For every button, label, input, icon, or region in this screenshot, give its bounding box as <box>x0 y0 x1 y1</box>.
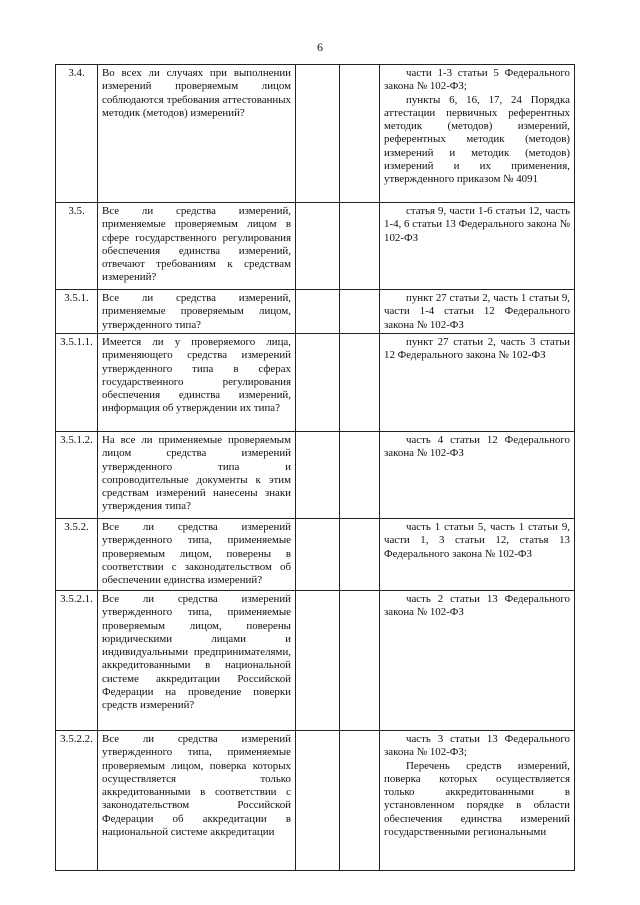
question-text: Во всех ли случаях при выполнении измерений проверяемым лицом соблюдаются требования аттестованных методик (методов) измерений? <box>98 65 296 203</box>
question-text: Все ли средства измерений утвержденного типа, применяемые проверяемым лицом, поверены в соответствии с законодательством об обеспечении единства измерений? <box>98 519 296 591</box>
answer-cell <box>340 290 380 334</box>
answer-cell <box>296 519 340 591</box>
answer-cell <box>296 432 340 519</box>
answer-cell <box>340 334 380 432</box>
answer-cell <box>296 290 340 334</box>
legal-basis-text: часть 2 статьи 13 Федерального закона № 102-ФЗ <box>384 593 570 619</box>
answer-cell <box>296 203 340 290</box>
legal-basis-text: части 1-3 статьи 5 Федерального закона № 102-ФЗ; <box>384 67 570 93</box>
question-text: Все ли средства измерений, применяемые проверяемым лицом, утвержденного типа? <box>98 290 296 334</box>
legal-basis <box>380 65 575 203</box>
legal-basis-text: часть 3 статьи 13 Федерального закона № 102-ФЗ; <box>384 733 570 759</box>
question-text: Все ли средства измерений, применяемые проверяемым лицом в сфере государственного регулирования обеспечения единства измерений, отвечают требованиям к средствам измерений? <box>98 203 296 290</box>
legal-basis <box>380 203 575 290</box>
legal-basis <box>380 334 575 432</box>
table-row <box>56 731 575 871</box>
table-row <box>56 203 575 290</box>
row-number: 3.5. <box>56 203 98 290</box>
row-number: 3.5.2.2. <box>56 731 98 871</box>
answer-cell <box>296 65 340 203</box>
page-number: 6 <box>317 40 323 54</box>
checklist-table <box>55 64 575 871</box>
answer-cell <box>296 334 340 432</box>
legal-basis <box>380 591 575 731</box>
legal-basis <box>380 731 575 871</box>
table-row <box>56 290 575 334</box>
legal-basis-text: часть 1 статьи 5, часть 1 статьи 9, части 1, 3 статьи 12, статья 13 Федерального закона № 102-ФЗ <box>384 521 570 560</box>
row-number: 3.5.1.1. <box>56 334 98 432</box>
legal-basis-text: пункт 27 статьи 2, часть 3 статьи 12 Федерального закона № 102-ФЗ <box>384 336 570 362</box>
answer-cell <box>340 65 380 203</box>
answer-cell <box>340 591 380 731</box>
table-row <box>56 519 575 591</box>
question-text: На все ли применяемые проверяемым лицом средства измерений утвержденного типа и сопроводительные документы к этим средствам измерений нанесены знаки утверждения типа? <box>98 432 296 519</box>
legal-basis-text: Перечень средств измерений, поверка которых осуществляется только аккредитованными в установленном порядке в области обеспечения единства измерений государственными региональными <box>384 759 570 839</box>
table-row <box>56 432 575 519</box>
legal-basis-text: часть 4 статьи 12 Федерального закона № 102-ФЗ <box>384 434 570 460</box>
question-text: Все ли средства измерений утвержденного типа, применяемые проверяемым лицом, поверка которых осуществляется только аккредитованными в соответствии с законодательством Российской Федерации об аккредитации в национальной системе аккредитации <box>98 731 296 871</box>
table-row <box>56 334 575 432</box>
answer-cell <box>296 731 340 871</box>
answer-cell <box>340 519 380 591</box>
table-row <box>56 65 575 203</box>
table-row <box>56 591 575 731</box>
answer-cell <box>296 591 340 731</box>
legal-basis-text: пункты 6, 16, 17, 24 Порядка аттестации первичных референтных методик (методов) измерений, референтных методик (методов) измерений и методик (методов) измерений и их применения, утвержденного приказом № 4091 <box>384 93 570 186</box>
question-text: Все ли средства измерений утвержденного типа, применяемые проверяемым лицом, поверены юридическими лицами и индивидуальными предпринимателями, аккредитованными в национальной системе аккредитации Российской Федерации на проведение поверки средств измерений? <box>98 591 296 731</box>
row-number: 3.5.1.2. <box>56 432 98 519</box>
row-number: 3.5.2.1. <box>56 591 98 731</box>
row-number: 3.5.1. <box>56 290 98 334</box>
row-number: 3.5.2. <box>56 519 98 591</box>
legal-basis <box>380 519 575 591</box>
legal-basis-text: статья 9, части 1-6 статьи 12, часть 1-4, 6 статьи 13 Федерального закона № 102-ФЗ <box>384 205 570 244</box>
row-number: 3.4. <box>56 65 98 203</box>
answer-cell <box>340 203 380 290</box>
legal-basis-text: пункт 27 статьи 2, часть 1 статьи 9, части 1-4 статьи 12 Федерального закона № 102-ФЗ <box>384 292 570 331</box>
question-text: Имеется ли у проверяемого лица, применяющего средства измерений утвержденного типа в сферах государственного регулирования обеспечения единства измерений, информация об утверждении их типа? <box>98 334 296 432</box>
answer-cell <box>340 432 380 519</box>
legal-basis <box>380 432 575 519</box>
legal-basis <box>380 290 575 334</box>
answer-cell <box>340 731 380 871</box>
